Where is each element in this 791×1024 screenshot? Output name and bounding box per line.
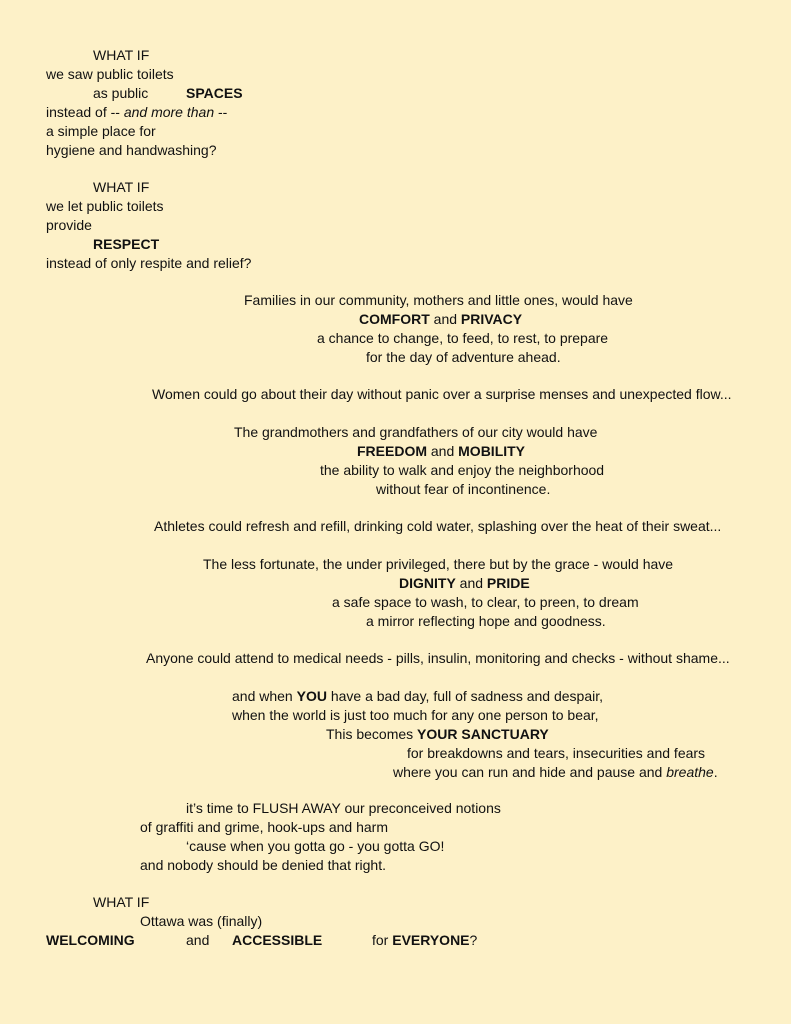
poem-line: Athletes could refresh and refill, drinking cold water, splashing over the heat of their sweat... [154,518,722,534]
poem-line: This becomes YOUR SANCTUARY [326,726,549,742]
poem-line: the ability to walk and enjoy the neighborhood [320,462,605,478]
poem-line: for the day of adventure ahead. [366,349,561,365]
keywords-line: FREEDOM and MOBILITY [357,443,526,459]
poem-line: we let public toilets [46,198,164,214]
poem-line: it’s time to FLUSH AWAY our preconceived notions [186,800,501,816]
poem-line: a safe space to wash, to clear, to preen, to dream [332,594,639,610]
poem-line: and [186,932,210,948]
keyword-accessible: ACCESSIBLE [232,932,323,948]
poem-line: a chance to change, to feed, to rest, to prepare [317,330,609,346]
poem-line: The grandmothers and grandfathers of our city would have [234,424,598,440]
poem-line: instead of only respite and relief? [46,255,252,271]
poem-line: we saw public toilets [46,66,174,82]
keywords-line: COMFORT and PRIVACY [359,311,523,327]
poem-line: provide [46,217,92,233]
poem-line: a simple place for [46,123,156,139]
poem-line: when the world is just too much for any one person to bear, [232,707,599,723]
poem-line: of graffiti and grime, hook-ups and harm [140,819,388,835]
keyword-spaces: SPACES [186,85,243,101]
poem-line: where you can run and hide and pause and breathe. [393,764,718,780]
poem-line: Families in our community, mothers and little ones, would have [244,292,633,308]
poem-line: a mirror reflecting hope and goodness. [366,613,606,629]
poem-line: as public [93,85,149,101]
poem-line: without fear of incontinence. [376,481,551,497]
poem-line: The less fortunate, the under privileged, there but by the grace - would have [203,556,674,572]
poem-line: ‘cause when you gotta go - you gotta GO! [186,838,445,854]
poem-line: and nobody should be denied that right. [140,857,386,873]
poem-line: for breakdowns and tears, insecurities and fears [407,745,706,761]
what-if-heading: WHAT IF [93,47,150,63]
keywords-line: DIGNITY and PRIDE [399,575,530,591]
poem-line: Anyone could attend to medical needs - pills, insulin, monitoring and checks - without shame... [146,650,730,666]
keyword-welcoming: WELCOMING [46,932,135,948]
poem-line: and when YOU have a bad day, full of sadness and despair, [232,688,603,704]
poem-line: instead of -- and more than -- [46,104,228,120]
poem-line: Women could go about their day without panic over a surprise menses and unexpected flow... [152,386,732,402]
what-if-heading: WHAT IF [93,894,150,910]
poem-line: Ottawa was (finally) [140,913,263,929]
poem-line: hygiene and handwashing? [46,142,217,158]
what-if-heading: WHAT IF [93,179,150,195]
keyword-respect: RESPECT [93,236,160,252]
poem-line: for EVERYONE? [372,932,478,948]
